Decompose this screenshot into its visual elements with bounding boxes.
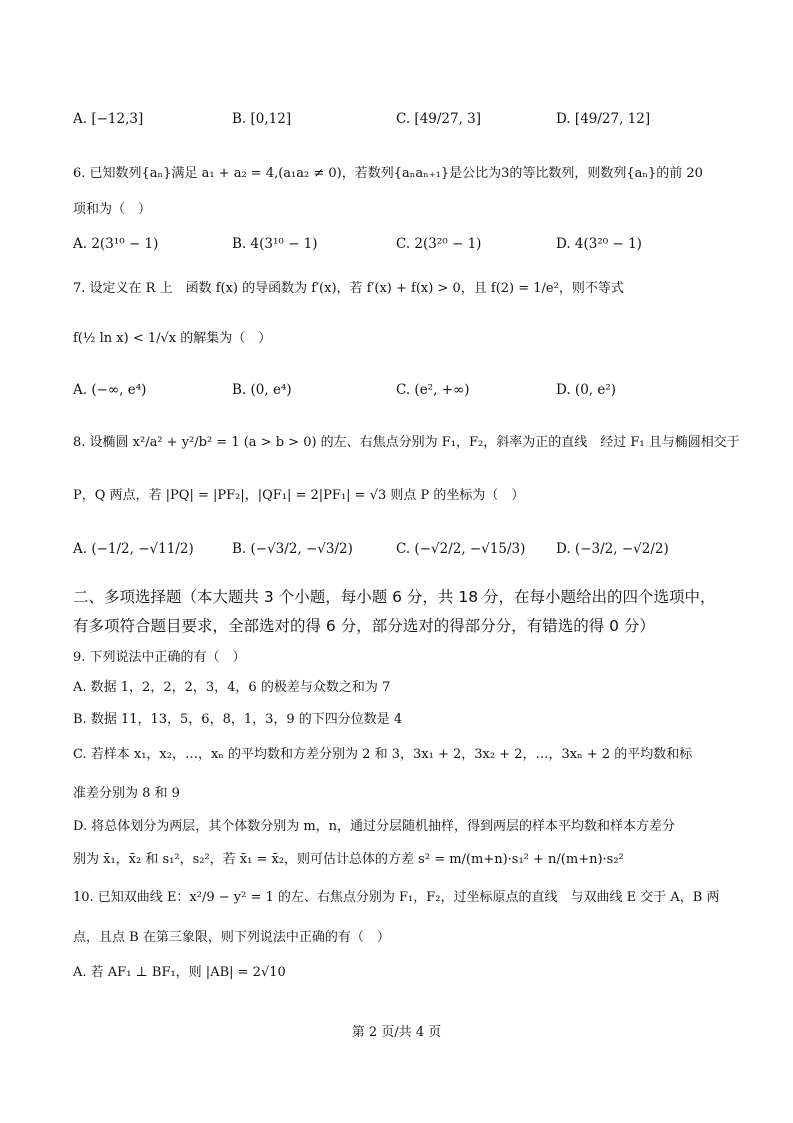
page-footer: 第 2 页/共 4 页	[351, 1025, 442, 1040]
q5-option-d: D. [49/27, 12]	[556, 111, 651, 127]
q9-option-d-line1: D. 将总体划分为两层，其个体数分别为 m，n，通过分层随机抽样，得到两层的样本平均数和样本方差分	[73, 819, 676, 834]
section-2-heading-line2: 有多项符合题目要求，全部选对的得 6 分，部分选对的得部分分，有错选的得 0 分）	[73, 617, 655, 635]
q7-option-c: C. (e², +∞)	[396, 382, 470, 398]
q7-stem-line1: 7. 设定义在 R 上 函数 f(x) 的导函数为 f′(x)，若 f′(x) + f(x) > 0，且 f(2) = 1/e²，则不等式	[73, 281, 624, 296]
q9-option-b: B. 数据 11，13，5，6，8，1，3，9 的下四分位数是 4	[73, 712, 403, 727]
q8-stem-line2: P，Q 两点，若 |PQ| = |PF₂|，|QF₁| = 2|PF₁| = √3 则点 P 的坐标为（ ）	[73, 488, 525, 503]
q6-option-a: A. 2(3¹⁰ − 1)	[73, 236, 159, 252]
q5-option-a: A. [−12,3]	[73, 111, 144, 127]
q10-stem-line2: 点，且点 B 在第三象限，则下列说法中正确的有（ ）	[73, 930, 390, 945]
q7-option-d: D. (0, e²)	[556, 382, 617, 398]
q6-option-c: C. 2(3²⁰ − 1)	[396, 236, 482, 252]
q9-option-c-line1: C. 若样本 x₁，x₂，…，xₙ 的平均数和方差分别为 2 和 3，3x₁ + 2，3x₂ + 2，…，3xₙ + 2 的平均数和标	[73, 747, 693, 762]
section-2-heading-line1: 二、多项选择题（本大题共 3 个小题，每小题 6 分，共 18 分，在每小题给出的四个选项中，	[73, 588, 716, 606]
q8-option-d: D. (−3/2, −√2/2)	[556, 541, 669, 557]
q8-option-a: A. (−1/2, −√11/2)	[73, 541, 194, 557]
q8-option-b: B. (−√3/2, −√3/2)	[232, 541, 353, 557]
q6-stem-line1: 6. 已知数列{aₙ}满足 a₁ + a₂ = 4,(a₁a₂ ≠ 0)，若数列{aₙaₙ₊₁}是公比为3的等比数列，则数列{aₙ}的前 20	[73, 166, 703, 181]
q9-option-d-line2: 别为 x̄₁，x̄₂ 和 s₁²，s₂²，若 x̄₁ = x̄₂，则可估计总体的方差 s² = m/(m+n)·s₁² + n/(m+n)·s₂²	[73, 852, 624, 867]
q9-option-a: A. 数据 1，2，2，2，3，4，6 的极差与众数之和为 7	[73, 680, 391, 695]
q5-option-c: C. [49/27, 3]	[396, 111, 482, 127]
q8-option-c: C. (−√2/2, −√15/3)	[396, 541, 526, 557]
q6-option-b: B. 4(3¹⁰ − 1)	[232, 236, 318, 252]
q7-option-a: A. (−∞, e⁴)	[73, 382, 147, 398]
q9-option-c-line2: 准差分别为 8 和 9	[73, 786, 180, 801]
q10-stem-line1: 10. 已知双曲线 E：x²/9 − y² = 1 的左、右焦点分别为 F₁，F₂，过坐标原点的直线 与双曲线 E 交于 A，B 两	[73, 890, 720, 905]
q6-option-d: D. 4(3²⁰ − 1)	[556, 236, 642, 252]
q10-option-a: A. 若 AF₁ ⊥ BF₁，则 |AB| = 2√10	[73, 965, 286, 980]
q7-option-b: B. (0, e⁴)	[232, 382, 292, 398]
q7-stem-line2: f(½ ln x) < 1/√x 的解集为（ ）	[73, 331, 272, 346]
q5-option-b: B. [0,12]	[232, 111, 292, 127]
q9-stem: 9. 下列说法中正确的有（ ）	[73, 650, 246, 665]
q6-stem-line2: 项和为（ ）	[73, 202, 152, 217]
q8-stem-line1: 8. 设椭圆 x²/a² + y²/b² = 1 (a > b > 0) 的左、右焦点分别为 F₁，F₂，斜率为正的直线 经过 F₁ 且与椭圆相交于	[73, 435, 740, 450]
